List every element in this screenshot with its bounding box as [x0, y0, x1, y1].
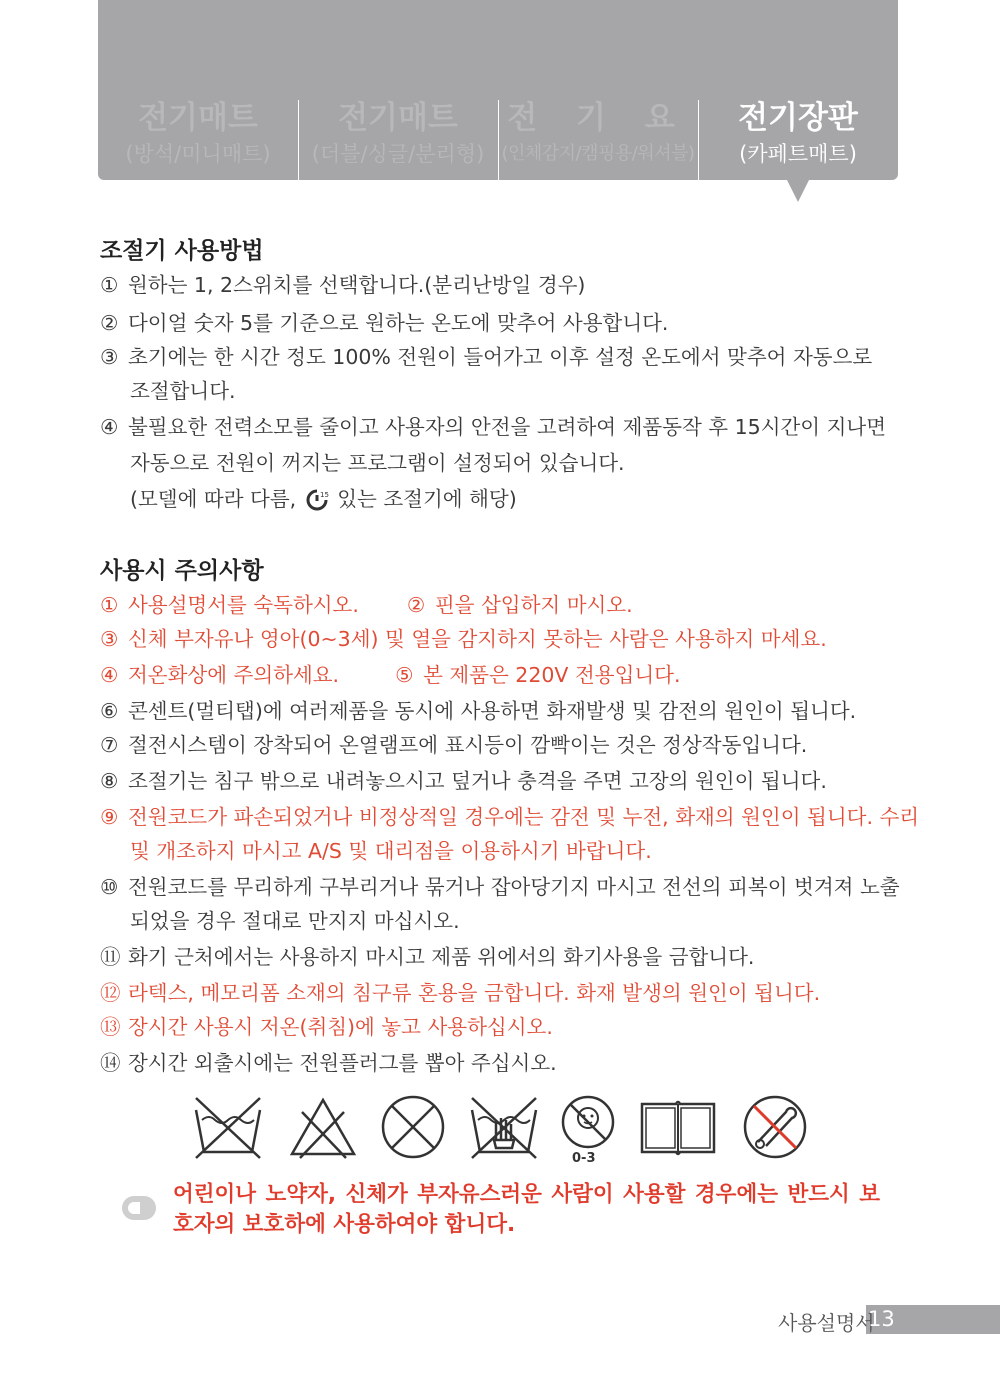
no-pin-icon [740, 1092, 810, 1162]
tab-subtitle: (인체감지/캠핑용/워셔블) [501, 143, 695, 164]
svg-text:0-3: 0-3 [572, 1151, 596, 1164]
tab-subtitle: (카페트매트) [739, 142, 857, 166]
usage-item-4-cont: 자동으로 전원이 꺼지는 프로그램이 설정되어 있습니다. [130, 451, 625, 475]
page-number: 13 [868, 1307, 895, 1331]
read-manual-icon [638, 1092, 718, 1162]
tab-title: 전기매트 [338, 100, 458, 136]
tab-title: 전기매트 [138, 100, 258, 136]
caution-item-3: ③ 신체 부자유나 영아(0~3세) 및 열을 감지하지 못하는 사람은 사용하지 마세요. [100, 627, 827, 651]
caution-item-1-2: ① 사용설명서를 숙독하시오. ② 핀을 삽입하지 마시오. [100, 593, 633, 617]
caution-item-9: ⑨ 전원코드가 파손되었거나 비정상적일 경우에는 감전 및 누전, 화재의 원인이 됩니다. 수리 [100, 805, 920, 829]
caution-item-4-5: ④ 저온화상에 주의하세요. ⑤ 본 제품은 220V 전용입니다. [100, 663, 681, 687]
caution-item-13: ⑬ 장시간 사용시 저온(취침)에 놓고 사용하십시오. [100, 1015, 553, 1039]
caution-item-7: ⑦ 절전시스템이 장착되어 온열램프에 표시등이 깜빡이는 것은 정상작동입니다. [100, 733, 808, 757]
caution-item-9-cont: 및 개조하지 마시고 A/S 및 대리점을 이용하시기 바랍니다. [130, 839, 652, 863]
footer-manual-label: 사용설명서 [778, 1311, 875, 1335]
caution-item-11: ⑪ 화기 근처에서는 사용하지 마시고 제품 위에서의 화기사용을 금합니다. [100, 945, 755, 969]
timer-15h-icon [305, 488, 329, 512]
usage-item-2: ② 다이얼 숫자 5를 기준으로 원하는 온도에 맞추어 사용합니다. [100, 311, 669, 335]
no-wash-icon [190, 1092, 266, 1162]
tab-title: 전기장판 [738, 100, 858, 136]
tab-electric-blanket[interactable] [498, 98, 698, 174]
tab-subtitle: (더블/싱글/분리형) [311, 142, 485, 166]
caution-item-6: ⑥ 콘센트(멀티탭)에 여러제품을 동시에 사용하면 화재발생 및 감전의 원인이 됩니다. [100, 699, 857, 723]
usage-section-title: 조절기 사용방법 [100, 238, 264, 264]
caution-item-10: ⑩ 전원코드를 무리하게 구부리거나 묶거나 잡아당기지 마시고 전선의 피복이 벗겨져 노출 [100, 875, 900, 899]
caution-item-14: ⑭ 장시간 외출시에는 전원플러그를 뽑아 주십시오. [100, 1051, 557, 1075]
tab-subtitle: (방석/미니매트) [125, 142, 271, 166]
tab-title: 전 기 요 [507, 100, 689, 136]
usage-item-4: ④ 불필요한 전력소모를 줄이고 사용자의 안전을 고려하여 제품동작 후 15시간이 지나면 [100, 415, 887, 439]
usage-item-1: ① 원하는 1, 2스위치를 선택합니다.(분리난방일 경우) [100, 273, 586, 297]
no-bleach-icon [288, 1092, 358, 1162]
active-tab-pointer-icon [787, 180, 809, 202]
caution-item-8: ⑧ 조절기는 침구 밖으로 내려놓으시고 덮거나 충격을 주면 고장의 원인이 됩니다. [100, 769, 827, 793]
tab-electric-carpet[interactable] [698, 98, 898, 174]
svg-text:15: 15 [319, 491, 329, 499]
no-hand-wash-icon [466, 1092, 542, 1162]
usage-note: (모델에 따라 다름, 15 있는 조절기에 해당) [130, 487, 517, 511]
no-infant-icon [552, 1092, 624, 1164]
caution-section-title: 사용시 주의사항 [100, 558, 264, 584]
caution-item-12: ⑫ 라텍스, 메모리폼 소재의 침구류 혼용을 금합니다. 화재 발생의 원인이 됩니다. [100, 981, 821, 1005]
category-tab-bar [98, 0, 898, 180]
tab-electric-mat-cushion[interactable] [98, 98, 298, 174]
warning-icons-row [190, 1092, 810, 1164]
caution-item-10-cont: 되었을 경우 절대로 만지지 마십시오. [130, 909, 460, 933]
no-tumble-dry-icon [378, 1092, 448, 1162]
guardian-caution-text: 어린이나 노약자, 신체가 부자유스러운 사람이 사용할 경우에는 반드시 보호자의 보호하에 사용하여야 합니다. [173, 1182, 880, 1237]
caution-marker-icon [122, 1196, 156, 1220]
usage-item-3-cont: 조절합니다. [130, 379, 236, 403]
tab-electric-mat-double[interactable] [298, 98, 498, 174]
usage-item-3: ③ 초기에는 한 시간 정도 100% 전원이 들어가고 이후 설정 온도에서 맞추어 자동으로 [100, 345, 873, 369]
